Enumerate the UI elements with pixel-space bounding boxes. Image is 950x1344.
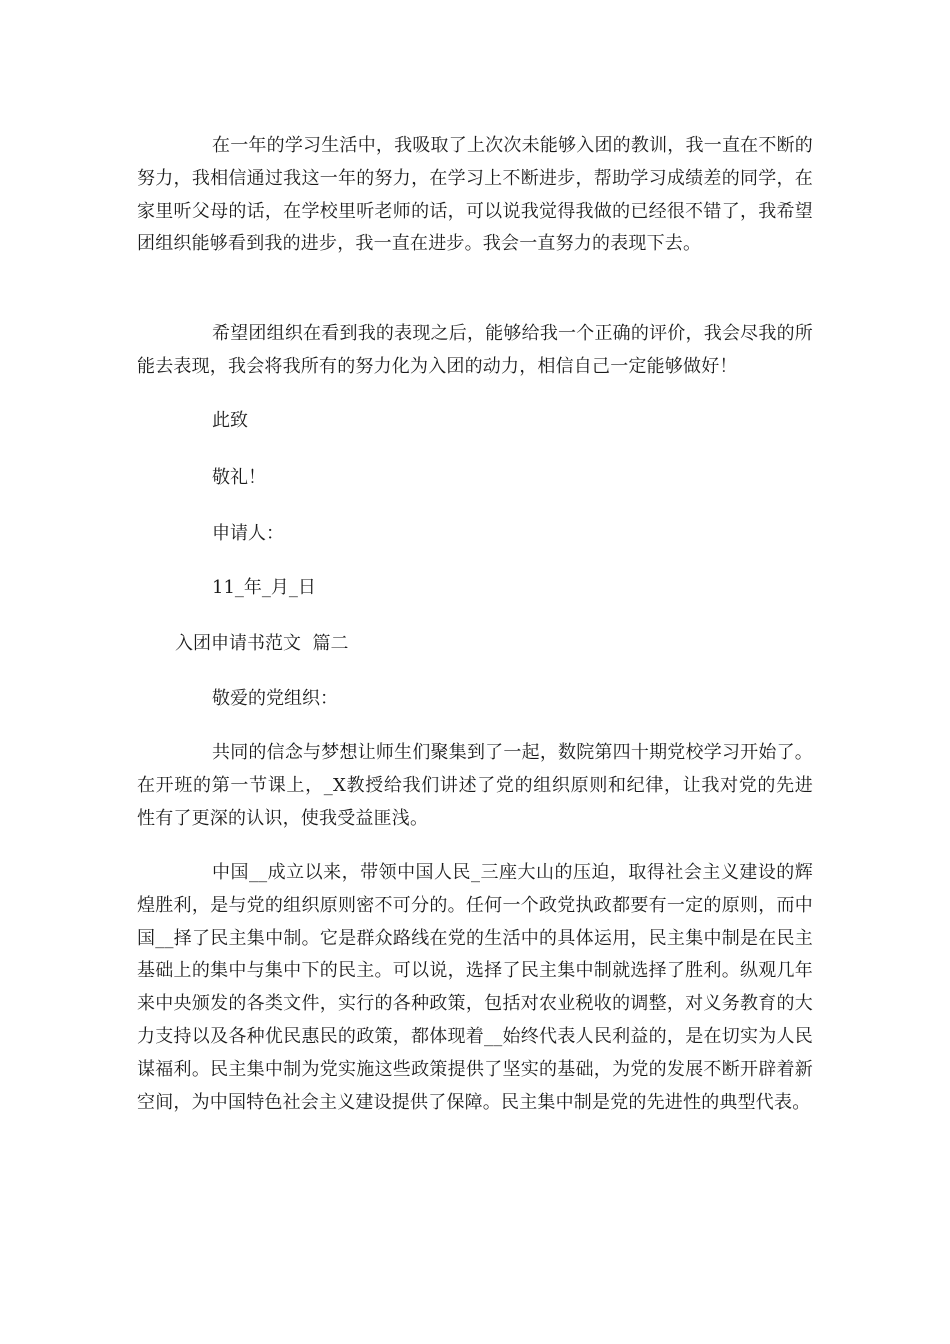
closing-line-1: 此致	[212, 410, 248, 431]
paragraph-4: 中国__成立以来，带领中国人民_三座大山的压迫，取得社会主义建设的辉煌胜利，是与党的组织原则密不可分的。任何一个政党执政都要有一定的原则，而中国__择了民主集中制。它是群众路线在党的生活中的具体运用，民主集中制是在民主基础上的集中与集中下的民主。可以说，选择了民主集中制就选择了胜利。纵观几年来中央颁发的各类文件，实行的各种政策，包括对农业税收的调整，对义务教育的大力支持以及各种优民惠民的政策，都体现着__始终代表人民利益的，是在切实为人民谋福利。民主集中制为党实施这些政策提供了坚实的基础，为党的发展不断开辟着新空间，为中国特色社会主义建设提供了保障。民主集中制是党的先进性的典型代表。	[137, 862, 813, 1113]
paragraph-2: 希望团组织在看到我的表现之后，能够给我一个正确的评价，我会尽我的所能去表现，我会将我所有的努力化为入团的动力，相信自己一定能够做好！	[137, 323, 813, 377]
salutation: 敬爱的党组织：	[212, 688, 338, 709]
applicant-label: 申请人：	[212, 523, 284, 544]
date-line: 11_年_月_日	[212, 577, 316, 598]
closing-line-2: 敬礼！	[212, 467, 266, 488]
paragraph-1: 在一年的学习生活中，我吸取了上次次未能够入团的教训，我一直在不断的努力，我相信通过我这一年的努力，在学习上不断进步，帮助学习成绩差的同学，在家里听父母的话，在学校里听老师的话，可以说我觉得我做的已经很不错了，我希望团组织能够看到我的进步，我一直在进步。我会一直努力的表现下去。	[137, 135, 813, 255]
section-title: 入团申请书范文 篇二	[175, 633, 349, 654]
paragraph-3: 共同的信念与梦想让师生们聚集到了一起，数院第四十期党校学习开始了。在开班的第一节课上，_X教授给我们讲述了党的组织原则和纪律，让我对党的先进性有了更深的认识，使我受益匪浅。	[137, 742, 813, 829]
